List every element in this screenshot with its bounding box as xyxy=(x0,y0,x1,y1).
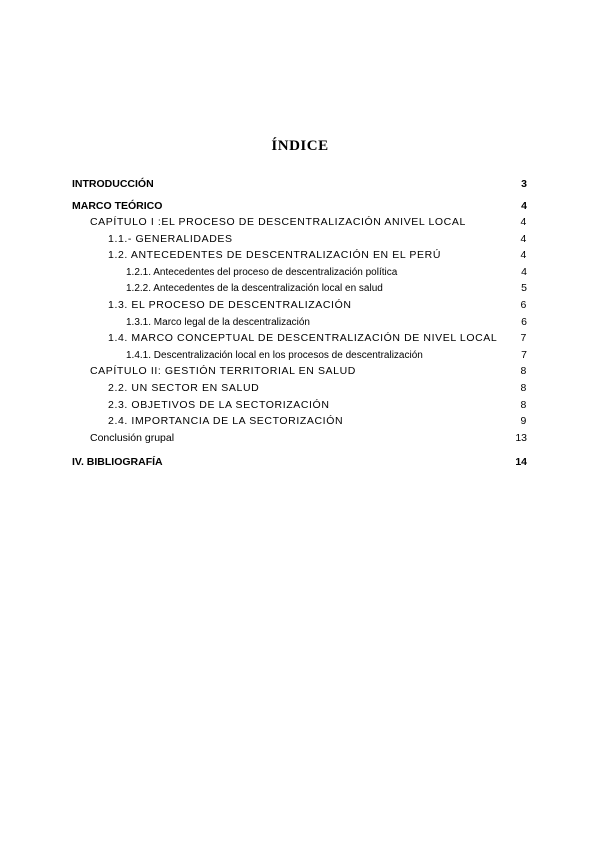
toc-entry-page: 9 xyxy=(520,415,527,427)
toc-entry-bibliografia[interactable] xyxy=(0,455,600,470)
toc-entry-label: INTRODUCCIÓN xyxy=(72,178,154,190)
toc-entry-label: IV. BIBLIOGRAFÍA xyxy=(72,456,163,468)
toc-entry-page: 4 xyxy=(521,266,527,278)
toc-entry-label: 1.3.1. Marco legal de la descentralización xyxy=(126,317,310,328)
toc-entry-label: 2.2. UN SECTOR EN SALUD xyxy=(108,382,260,394)
toc-entry-1-4-1[interactable] xyxy=(0,348,600,363)
toc-entry-label: 2.4. IMPORTANCIA DE LA SECTORIZACIÓN xyxy=(108,415,344,427)
toc-entry-page: 4 xyxy=(520,233,527,245)
toc-entry-page: 4 xyxy=(520,216,527,228)
toc-entry-page: 6 xyxy=(521,316,527,328)
toc-entry-1-2-1[interactable] xyxy=(0,265,600,280)
toc-entry-page: 7 xyxy=(520,332,527,344)
toc-entry-page: 7 xyxy=(521,349,527,361)
toc-entry-label: CAPÍTULO I :EL PROCESO DE DESCENTRALIZACIÓN ANIVEL LOCAL xyxy=(90,216,466,228)
toc-entry-1-3[interactable] xyxy=(0,298,600,313)
toc-entry-1-4[interactable] xyxy=(0,331,600,346)
toc-entry-2-4[interactable] xyxy=(0,414,600,429)
toc-entry-label: 1.2. ANTECEDENTES DE DESCENTRALIZACIÓN EN EL PERÚ xyxy=(108,249,441,261)
page-title: ÍNDICE xyxy=(271,138,329,154)
toc-entry-capitulo-2[interactable] xyxy=(0,364,600,379)
toc-entry-label: MARCO TEÓRICO xyxy=(72,200,163,212)
toc-entry-1-2[interactable] xyxy=(0,248,600,263)
toc-entry-conclusion[interactable] xyxy=(0,431,600,446)
toc-entry-page: 8 xyxy=(520,365,527,377)
toc-entry-label: 2.3. OBJETIVOS DE LA SECTORIZACIÓN xyxy=(108,399,330,411)
toc-entry-label: 1.4. MARCO CONCEPTUAL DE DESCENTRALIZACIÓN DE NIVEL LOCAL xyxy=(108,332,498,344)
toc-entry-label: 1.1.- GENERALIDADES xyxy=(108,233,233,245)
toc-entry-page: 3 xyxy=(521,178,527,190)
toc-entry-label: 1.2.2. Antecedentes de la descentralización local en salud xyxy=(126,283,383,294)
toc-entry-1-1[interactable] xyxy=(0,232,600,247)
toc-entry-label: Conclusión grupal xyxy=(90,432,175,444)
toc-entry-2-2[interactable] xyxy=(0,381,600,396)
toc-entry-2-3[interactable] xyxy=(0,398,600,413)
toc-entry-marco-teorico[interactable] xyxy=(0,199,600,214)
toc-entry-label: 1.4.1. Descentralización local en los procesos de descentralización xyxy=(126,350,423,361)
toc-entry-page: 5 xyxy=(521,282,527,294)
toc-entry-page: 4 xyxy=(521,200,527,212)
toc-entry-page: 4 xyxy=(520,249,527,261)
toc-entry-introduccion[interactable] xyxy=(0,177,600,192)
toc-entry-1-3-1[interactable] xyxy=(0,315,600,330)
toc-entry-page: 6 xyxy=(520,299,527,311)
toc-entry-page: 8 xyxy=(520,382,527,394)
toc-entry-capitulo-1[interactable] xyxy=(0,215,600,230)
toc-entry-page: 13 xyxy=(515,432,527,444)
toc-entry-label: CAPÍTULO II: GESTIÓN TERRITORIAL EN SALUD xyxy=(90,365,356,377)
toc-entry-page: 8 xyxy=(520,399,527,411)
toc-entry-label: 1.2.1. Antecedentes del proceso de descentralización política xyxy=(126,267,398,278)
toc-entry-label: 1.3. EL PROCESO DE DESCENTRALIZACIÓN xyxy=(108,299,352,311)
toc-entry-1-2-2[interactable] xyxy=(0,281,600,296)
toc-entry-page: 14 xyxy=(515,456,527,468)
